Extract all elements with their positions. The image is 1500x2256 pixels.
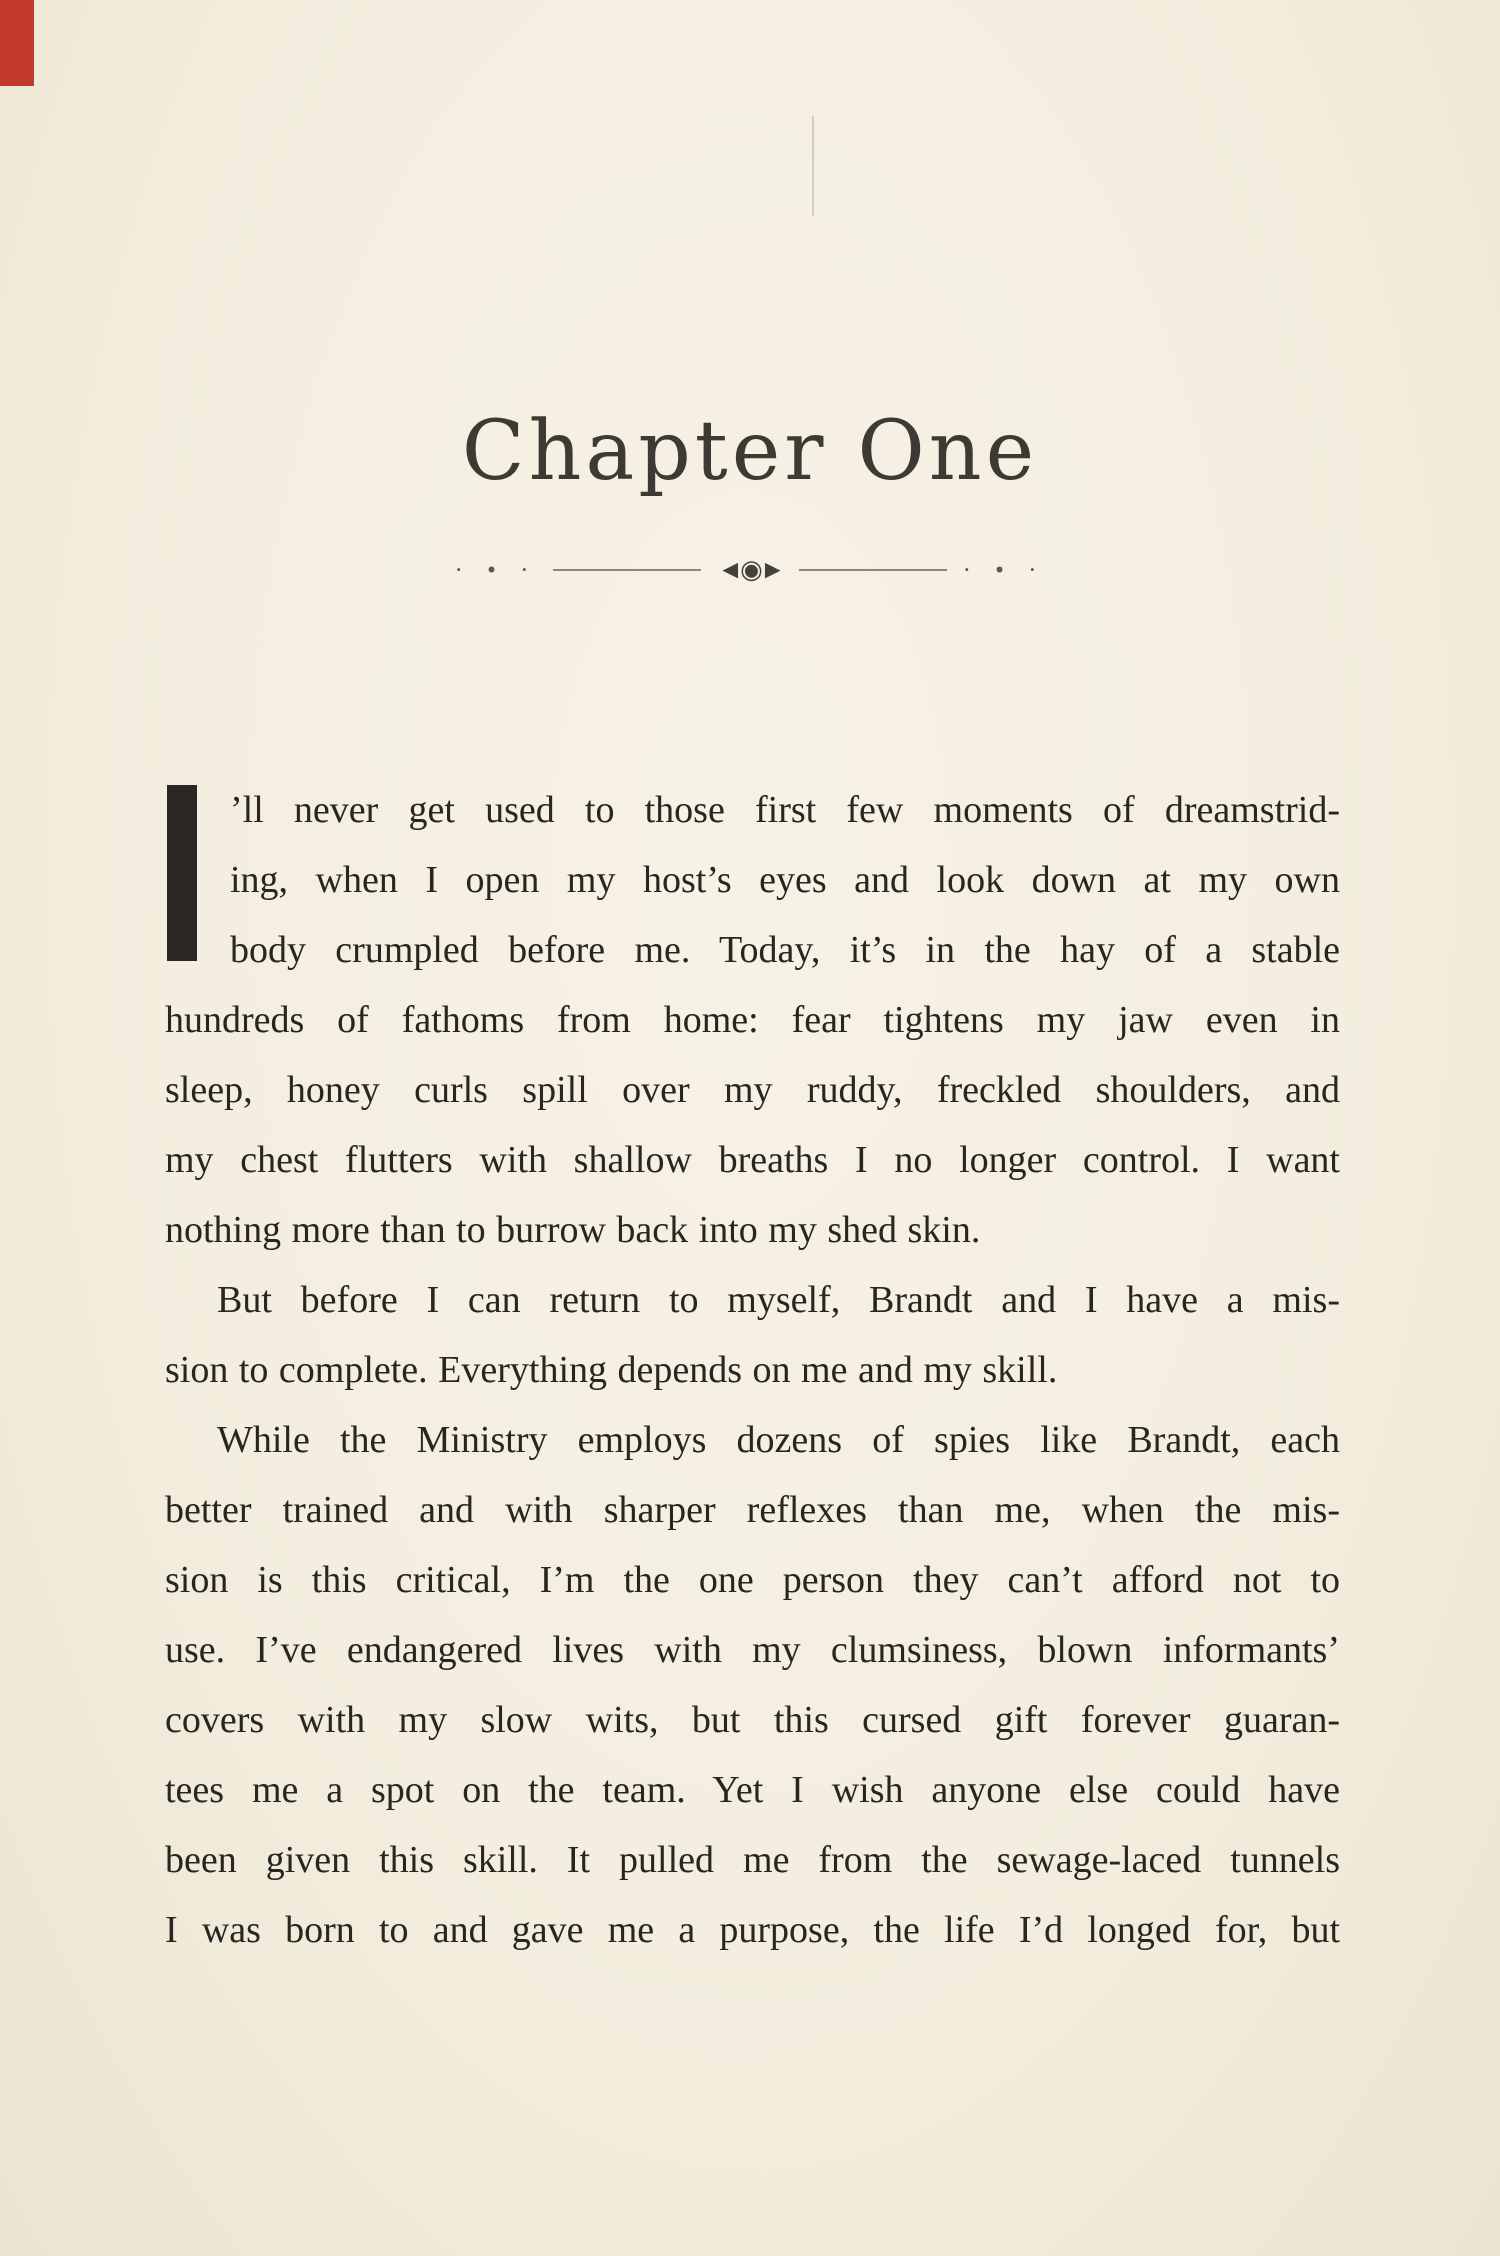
divider-dots-left: · • · [454,556,538,584]
text-line: tees me a spot on the team. Yet I wish anyone else could have [165,1769,1340,1811]
divider-dots-right: · • · [962,556,1046,584]
text-line: hundreds of fathoms from home: fear tightens my jaw even in [165,999,1340,1041]
chapter-divider [0,552,1500,588]
chapter-title: Chapter One [461,404,1039,499]
red-edge-strip [0,0,34,86]
text-line: been given this skill. It pulled me from the sewage-laced tunnels [165,1839,1340,1881]
text-line: ’ll never get used to those first few moments of dreamstrid- [230,789,1340,831]
scan-crease [812,116,814,216]
text-line: better trained and with sharper reflexes than me, when the mis- [165,1489,1340,1531]
text-line: sion is this critical, I’m the one person they can’t afford not to [165,1559,1340,1601]
text-line: sleep, honey curls spill over my ruddy, freckled shoulders, and [165,1069,1340,1111]
text-line: nothing more than to burrow back into my shed skin. [165,1209,981,1251]
text-line: covers with my slow wits, but this cursed gift forever guaran- [165,1699,1340,1741]
text-line: my chest flutters with shallow breaths I no longer control. I want [165,1139,1340,1181]
text-line: sion to complete. Everything depends on me and my skill. [165,1349,1058,1391]
divider-ornament-icon: ◄◉► [717,555,783,584]
divider-rule-left [553,569,701,571]
text-line: use. I’ve endangered lives with my clumsiness, blown informants’ [165,1629,1340,1671]
text-line: I was born to and gave me a purpose, the life I’d longed for, but [165,1909,1340,1951]
text-line: ing, when I open my host’s eyes and look down at my own [230,859,1340,901]
divider-rule-right [799,569,947,571]
body-text [165,775,1340,1965]
text-line: While the Ministry employs dozens of spies like Brandt, each [217,1419,1340,1461]
drop-cap [167,785,197,961]
text-line: body crumpled before me. Today, it’s in the hay of a stable [230,929,1340,971]
text-line: But before I can return to myself, Brandt and I have a mis- [217,1279,1340,1321]
